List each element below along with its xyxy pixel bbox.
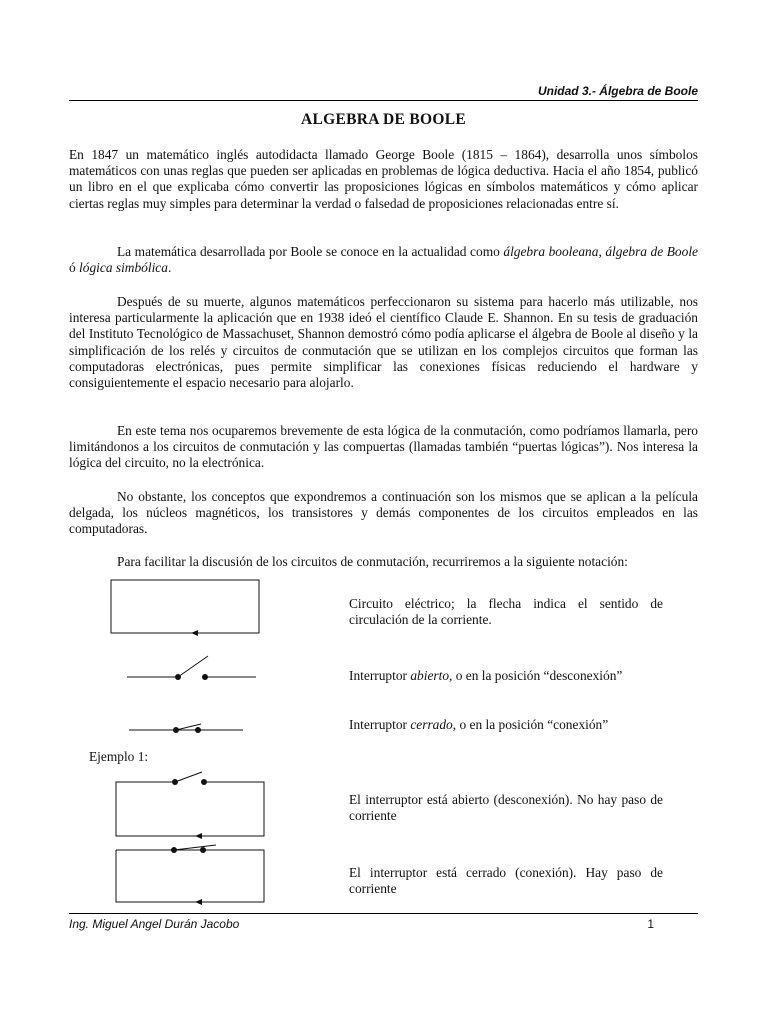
current-arrow-icon — [191, 630, 198, 636]
paragraph-intro: En 1847 un matemático inglés autodidacta llamado George Boole (1815 – 1864), desarrolla unos símbolos matemáticos con unas reglas que pueden ser aplicadas en problemas de lógica deductiva. Hacia el año 1854, publicó un libro en el que explicaba cómo convertir las proposiciones lógicas en símbolos matemáticos y cómo aplicar ciertas reglas muy simples para determinar la verdad o falsedad de proposiciones relacionadas entre sí. — [69, 147, 698, 211]
footer-author: Ing. Miguel Angel Durán Jacobo — [69, 917, 240, 931]
paragraph-components: No obstante, los conceptos que expondremos a continuación son los mismos que se aplican a la película delgada, los núcleos magnéticos, los transistores y demás componentes de los circuitos empleados en las computadoras. — [69, 489, 698, 537]
paragraph-notation-intro: Para facilitar la discusión de los circuitos de conmutación, recurriremos a la siguiente notación: — [117, 554, 628, 569]
page-header — [69, 84, 698, 101]
example-open-circuit — [116, 772, 264, 839]
circuit-symbol — [111, 580, 259, 636]
example-open-description: El interruptor está abierto (desconexión). No hay paso de corriente — [349, 792, 663, 824]
paragraph-shannon: Después de su muerte, algunos matemáticos perfeccionaron su sistema para hacerlo más utilizable, nos interesa particularmente la aplicación que en 1938 ideó el científico Claude E. Shannon. En su tesis de graduación del Instituto Tecnológico de Massachuset, Shannon demostró cómo podía aplicarse el álgebra de Boole al diseño y la simplificación de los relés y circuitos de conmutación que se utilizan en los complejos circuitos que forman las computadoras electrónicas, pues permite simplificar las conexiones físicas reduciendo el hardware y consiguientemente el espacio necesario para alojarlo. — [69, 294, 698, 391]
current-arrow-icon — [195, 899, 202, 905]
current-arrow-icon — [195, 833, 202, 839]
closed-switch-description: Interruptor cerrado, o en la posición “conexión” — [349, 717, 609, 732]
circuit-description: Circuito eléctrico; la flecha indica el sentido de circulación de la corriente. — [349, 596, 663, 628]
page-number: 1 — [647, 917, 654, 931]
paragraph-switching-logic: En este tema nos ocuparemos brevemente de esta lógica de la conmutación, como podríamos llamarla, pero limitándonos a los circuitos de conmutación y las compuertas (llamadas también “puertas lógicas”). Nos interesa la lógica del circuito, no la electrónica. — [69, 423, 698, 471]
page-footer — [69, 913, 698, 931]
paragraph-boolean-algebra: La matemática desarrollada por Boole se conoce en la actualidad como álgebra booleana, álgebra de Boole ó lógica simbólica. — [69, 244, 698, 276]
example-closed-description: El interruptor está cerrado (conexión). Hay paso de corriente — [349, 865, 663, 897]
closed-switch-symbol — [129, 724, 243, 733]
example-closed-circuit — [116, 845, 264, 905]
example-label: Ejemplo 1: — [89, 749, 149, 764]
page-title: ALGEBRA DE BOOLE — [300, 111, 466, 128]
unit-title: Unidad 3.- Álgebra de Boole — [537, 84, 698, 98]
open-switch-description: Interruptor abierto, o en la posición “desconexión” — [349, 668, 623, 683]
open-switch-symbol — [127, 656, 256, 680]
